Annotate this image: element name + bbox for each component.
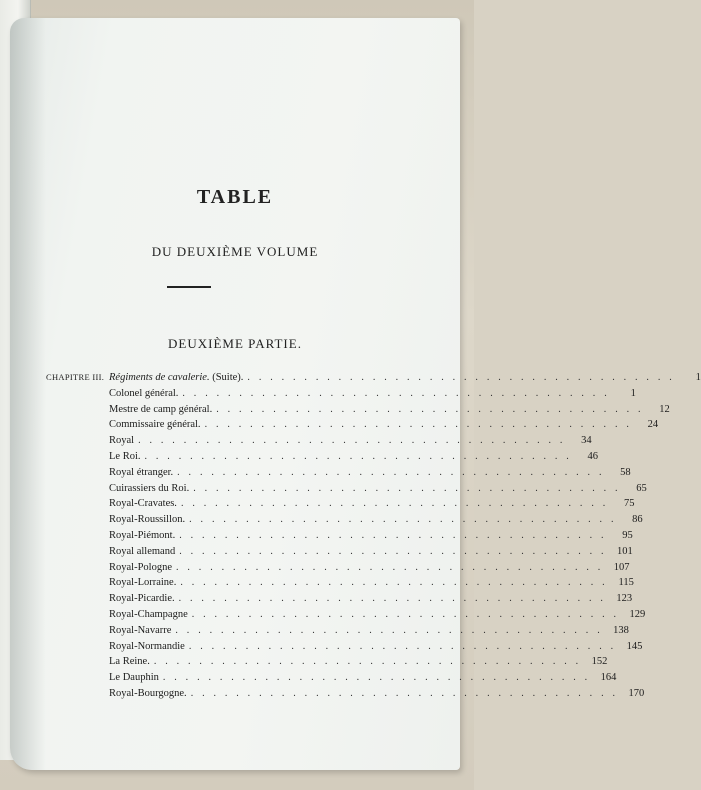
page-subtitle: DU DEUXIÈME VOLUME bbox=[151, 244, 319, 259]
entry-label: Royal-Normandie bbox=[109, 640, 185, 652]
part-heading: DEUXIÈME PARTIE. bbox=[168, 336, 302, 351]
entry-page: 115 bbox=[618, 577, 634, 589]
entry-label: Colonel général. bbox=[109, 387, 179, 399]
entry-label: Royal-Lorraine. bbox=[109, 577, 177, 589]
entry-page: 12 bbox=[659, 403, 670, 415]
entry-page: 138 bbox=[613, 624, 629, 636]
toc-entry bbox=[46, 465, 631, 481]
dot-leader: . . . . . . . . . . . . . . . . . . . . . . . . . . . . . . . . . . . . . . bbox=[182, 387, 610, 399]
entry-label: Le Roi. bbox=[109, 450, 141, 462]
title-rule bbox=[167, 286, 211, 288]
entry-label: Commissaire général. bbox=[109, 419, 201, 431]
dot-leader: . . . . . . . . . . . . . . . . . . . . . . . . . . . . . . . . . . . . . . bbox=[204, 419, 633, 431]
entry-page: 95 bbox=[622, 529, 633, 541]
entry-page: 107 bbox=[613, 561, 630, 573]
dot-leader: . . . . . . . . . . . . . . . . . . . . . . . . . . . . . . . . . . . . . . bbox=[162, 672, 591, 684]
toc-entries bbox=[46, 386, 670, 702]
entry-page: 75 bbox=[623, 498, 635, 510]
entry-label: Royal-Pologne bbox=[109, 561, 172, 573]
dot-leader: . . . . . . . . . . . . . . . . . . . . . . . . . . . . . . . . . . . . . . bbox=[247, 372, 675, 383]
dot-leader: . . . . . . . . . . . . . . . . . . . . . . . . . . . . . . . . . . . . . . bbox=[190, 687, 619, 699]
table-of-contents bbox=[46, 370, 701, 702]
dot-leader: . . . . . . . . . . . . . . . . . . . . . . . . . . . . . . . . . . . . . . bbox=[138, 435, 566, 447]
dot-leader: . . . . . . . . . . . . . . . . . . . . . . . . . . . . . . . . . . . . . . bbox=[179, 529, 607, 541]
toc-entry bbox=[46, 496, 635, 512]
toc-entry bbox=[46, 512, 643, 528]
toc-entry bbox=[46, 481, 647, 497]
entry-page: 65 bbox=[636, 482, 647, 494]
toc-entry bbox=[46, 654, 608, 670]
toc-entry bbox=[46, 417, 659, 433]
entry-label: Royal-Bourgogne. bbox=[109, 687, 187, 699]
entry-label: Royal-Navarre bbox=[109, 624, 172, 636]
gutter-shadow bbox=[10, 18, 46, 770]
toc-entry bbox=[46, 449, 598, 465]
dot-leader: . . . . . . . . . . . . . . . . . . . . . . . . . . . . . . . . . . . . . . bbox=[176, 561, 604, 573]
toc-entry bbox=[46, 386, 636, 402]
toc-chapter-row bbox=[46, 370, 701, 386]
entry-label: Royal-Cravates. bbox=[109, 498, 177, 510]
entry-page: 58 bbox=[620, 466, 631, 478]
toc-entry bbox=[46, 670, 617, 686]
entry-page: 129 bbox=[629, 608, 646, 620]
entry-page: 152 bbox=[591, 656, 608, 668]
chapter-page: 1 bbox=[695, 372, 701, 383]
toc-entry bbox=[46, 402, 670, 418]
toc-entry bbox=[46, 623, 629, 639]
dot-leader: . . . . . . . . . . . . . . . . . . . . . . . . . . . . . . . . . . . . . . bbox=[216, 403, 644, 415]
dot-leader: . . . . . . . . . . . . . . . . . . . . . . . . . . . . . . . . . . . . . . bbox=[188, 640, 617, 652]
toc-entry bbox=[46, 607, 646, 623]
entry-page: 123 bbox=[616, 593, 633, 605]
toc-entry bbox=[46, 591, 633, 607]
entry-page: 46 bbox=[587, 450, 598, 462]
toc-entry bbox=[46, 528, 633, 544]
entry-page: 170 bbox=[628, 687, 645, 699]
toc-entry bbox=[46, 544, 633, 560]
entry-label: Royal étranger. bbox=[109, 466, 174, 478]
dot-leader: . . . . . . . . . . . . . . . . . . . . . . . . . . . . . . . . . . . . . . bbox=[144, 450, 572, 462]
dot-leader: . . . . . . . . . . . . . . . . . . . . . . . . . . . . . . . . . . . . . . bbox=[177, 466, 605, 478]
entry-label: Royal bbox=[109, 435, 135, 447]
entry-page: 101 bbox=[616, 545, 633, 557]
toc-entry bbox=[46, 639, 643, 655]
toc-entry bbox=[46, 560, 630, 576]
entry-label: Le Dauphin bbox=[109, 672, 159, 684]
entry-label: Cuirassiers du Roi. bbox=[109, 482, 190, 494]
entry-page: 34 bbox=[581, 435, 592, 447]
entry-label: Royal allemand bbox=[109, 545, 176, 557]
dot-leader: . . . . . . . . . . . . . . . . . . . . . . . . . . . . . . . . . . . . . . bbox=[180, 577, 608, 589]
dot-leader: . . . . . . . . . . . . . . . . . . . . . . . . . . . . . . . . . . . . . . bbox=[178, 593, 607, 605]
toc-entry bbox=[46, 686, 645, 702]
dot-leader: . . . . . . . . . . . . . . . . . . . . . . . . . . . . . . . . . . . . . . bbox=[191, 608, 620, 620]
chapter-title: Régiments de cavalerie. bbox=[109, 372, 210, 383]
entry-page: 164 bbox=[600, 672, 617, 684]
chapter-suffix: (Suite). bbox=[212, 372, 244, 383]
toc-entry bbox=[46, 433, 592, 449]
dot-leader: . . . . . . . . . . . . . . . . . . . . . . . . . . . . . . . . . . . . . . bbox=[189, 514, 617, 526]
book-page bbox=[10, 18, 701, 770]
entry-label: Royal-Piémont. bbox=[109, 529, 176, 541]
entry-page: 1 bbox=[630, 387, 636, 399]
entry-label: La Reine. bbox=[109, 656, 150, 668]
dot-leader: . . . . . . . . . . . . . . . . . . . . . . . . . . . . . . . . . . . . . . bbox=[180, 498, 609, 510]
toc-entry bbox=[46, 575, 634, 591]
entry-label: Royal-Picardie. bbox=[109, 593, 175, 605]
dot-leader: . . . . . . . . . . . . . . . . . . . . . . . . . . . . . . . . . . . . . . bbox=[153, 656, 582, 668]
entry-page: 145 bbox=[626, 640, 643, 652]
page-title: TABLE bbox=[196, 186, 274, 208]
dot-leader: . . . . . . . . . . . . . . . . . . . . . . . . . . . . . . . . . . . . . . bbox=[179, 545, 607, 557]
entry-label: Mestre de camp général. bbox=[109, 403, 213, 415]
entry-page: 24 bbox=[647, 419, 659, 431]
entry-page: 86 bbox=[632, 514, 643, 526]
dot-leader: . . . . . . . . . . . . . . . . . . . . . . . . . . . . . . . . . . . . . . bbox=[175, 624, 603, 636]
entry-label: Royal-Roussillon. bbox=[109, 514, 186, 526]
entry-label: Royal-Champagne bbox=[109, 608, 188, 620]
dot-leader: . . . . . . . . . . . . . . . . . . . . . . . . . . . . . . . . . . . . . . bbox=[193, 482, 621, 494]
chapter-title-wrap bbox=[109, 370, 243, 386]
chapter-label: CHAPITRE III. bbox=[46, 372, 105, 382]
